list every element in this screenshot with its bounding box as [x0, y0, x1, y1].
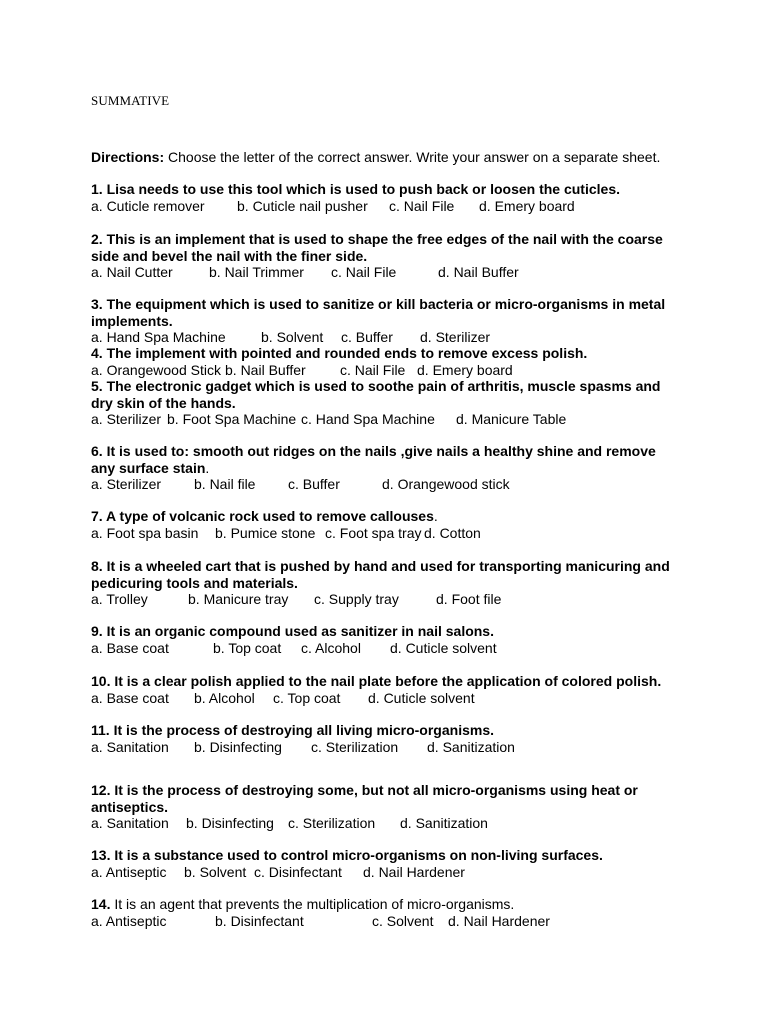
- option-b: b. Cuticle nail pusher: [237, 197, 368, 214]
- option-c: c. Nail File: [340, 361, 406, 378]
- option-a: a. Base coat: [91, 689, 169, 706]
- question-5: [91, 378, 660, 428]
- option-c: c. Buffer: [341, 329, 393, 345]
- question-11-options: [91, 739, 515, 756]
- question-6-options: [91, 476, 656, 493]
- question-5-stem-line-2: dry skin of the hands.: [91, 394, 236, 411]
- option-b: b. Solvent: [261, 329, 324, 345]
- option-b: b. Nail Buffer: [225, 361, 306, 378]
- question-11: [91, 722, 515, 755]
- option-a: a. Sterilizer: [91, 411, 162, 427]
- option-a: a. Base coat: [91, 639, 169, 656]
- question-6-stem-line-1: 6. It is used to: smooth out ridges on the nails ,give nails a healthy shine and remove: [91, 443, 656, 459]
- option-a: a. Nail Cutter: [91, 264, 173, 280]
- question-12-stem-line-2: antiseptics.: [91, 798, 169, 815]
- option-d: d. Nail Hardener: [363, 863, 465, 880]
- question-2-stem-line-1: 2. This is an implement that is used to shape the free edges of the nail with the coarse: [91, 231, 663, 247]
- question-10: [91, 673, 661, 706]
- question-14-stem-text: It is an agent that prevents the multiplication of micro-organisms.: [110, 896, 515, 912]
- question-8-stem-line-1: 8. It is a wheeled cart that is pushed by hand and used for transporting manicuring and: [91, 558, 670, 574]
- option-d: d. Sterilizer: [420, 329, 491, 345]
- question-13-options: [91, 864, 603, 881]
- question-6-stem-tail: .: [205, 459, 210, 476]
- question-9-stem: 9. It is an organic compound used as sanitizer in nail salons.: [91, 623, 494, 639]
- question-2-stem-line-2: side and bevel the nail with the finer side.: [91, 247, 368, 264]
- question-8-stem-line-2: pedicuring tools and materials.: [91, 574, 298, 591]
- directions-text: Choose the letter of the correct answer. Write your answer on a separate sheet.: [164, 149, 661, 165]
- option-c: c. Solvent: [372, 912, 434, 929]
- question-5-options: [91, 411, 660, 428]
- directions-label: Directions:: [91, 149, 165, 165]
- option-d: d. Cotton: [424, 524, 481, 541]
- question-7: [91, 508, 481, 541]
- option-a: a. Orangewood Stick: [91, 361, 221, 378]
- question-13: [91, 847, 603, 880]
- question-12-options: [91, 815, 638, 832]
- option-c: c. Sterilization: [288, 815, 376, 831]
- question-3-options: [91, 329, 665, 346]
- question-14-stem: [91, 896, 550, 913]
- option-d: d. Orangewood stick: [382, 476, 510, 492]
- question-14: [91, 896, 550, 929]
- question-4-options: [91, 362, 587, 379]
- question-11-stem: 11. It is the process of destroying all living micro-organisms.: [91, 722, 494, 738]
- option-b: b. Pumice stone: [215, 524, 316, 541]
- option-c: c. Buffer: [288, 476, 340, 492]
- option-c: c. Top coat: [273, 689, 341, 706]
- option-a: a. Antiseptic: [91, 863, 167, 880]
- question-12-stem-line-1: 12. It is the process of destroying some, but not all micro-organisms using heat or: [91, 782, 638, 798]
- option-c: c. Hand Spa Machine: [301, 411, 435, 427]
- option-d: d. Cuticle solvent: [390, 639, 497, 656]
- question-14-number: 14.: [91, 896, 111, 912]
- option-c: c. Sterilization: [311, 738, 399, 755]
- option-b: b. Alcohol: [194, 689, 255, 706]
- option-a: a. Sanitation: [91, 738, 169, 755]
- option-a: a. Sterilizer: [91, 476, 162, 492]
- option-b: b. Nail Trimmer: [209, 264, 304, 280]
- question-7-stem-text: 7. A type of volcanic rock used to remove callouses: [91, 508, 434, 524]
- page-title: SUMMATIVE: [91, 93, 170, 108]
- option-a: a. Cuticle remover: [91, 197, 205, 214]
- question-1-options: [91, 198, 620, 215]
- question-8-options: [91, 591, 670, 608]
- question-7-options: [91, 525, 481, 542]
- option-d: d. Emery board: [479, 197, 575, 214]
- option-d: d. Sanitization: [400, 815, 488, 831]
- option-c: c. Disinfectant: [254, 863, 342, 880]
- question-10-options: [91, 690, 661, 707]
- option-b: b. Nail file: [194, 476, 256, 492]
- question-3-stem-line-1: 3. The equipment which is used to sanitize or kill bacteria or micro-organisms in metal: [91, 296, 666, 312]
- question-9-options: [91, 640, 497, 657]
- option-a: a. Foot spa basin: [91, 524, 199, 541]
- question-9: [91, 623, 497, 656]
- question-10-stem: 10. It is a clear polish applied to the nail plate before the application of colored polish.: [91, 673, 662, 689]
- option-d: d. Sanitization: [427, 738, 515, 755]
- option-d: d. Manicure Table: [456, 411, 567, 427]
- question-6-stem-line-2: [91, 460, 656, 477]
- option-c: c. Foot spa tray: [325, 524, 422, 541]
- option-d: d. Nail Hardener: [448, 912, 550, 929]
- option-a: a. Antiseptic: [91, 912, 167, 929]
- question-4-stem: 4. The implement with pointed and rounded ends to remove excess polish.: [91, 345, 588, 361]
- question-5-stem-line-1: 5. The electronic gadget which is used to soothe pain of arthritis, muscle spasms and: [91, 378, 661, 394]
- option-c: c. Nail File: [389, 197, 455, 214]
- question-4: [91, 345, 587, 378]
- option-a: a. Trolley: [91, 591, 148, 607]
- option-b: b. Manicure tray: [188, 591, 289, 607]
- question-2-options: [91, 264, 663, 281]
- option-b: b. Solvent: [184, 863, 247, 880]
- question-3-stem-line-2: implements.: [91, 312, 173, 329]
- option-b: b. Disinfecting: [194, 738, 282, 755]
- question-8: [91, 558, 670, 608]
- option-a: a. Sanitation: [91, 815, 169, 831]
- option-b: b. Top coat: [213, 639, 282, 656]
- question-14-options: [91, 913, 550, 930]
- option-c: c. Nail File: [331, 264, 397, 280]
- question-1: [91, 181, 620, 214]
- option-a: a. Hand Spa Machine: [91, 329, 226, 345]
- option-d: d. Foot file: [436, 591, 502, 607]
- question-7-stem-tail: .: [433, 508, 438, 524]
- option-d: d. Nail Buffer: [438, 264, 519, 280]
- question-3: [91, 296, 665, 346]
- directions: [91, 149, 660, 166]
- question-12: [91, 782, 638, 832]
- option-c: c. Alcohol: [301, 639, 361, 656]
- question-6-stem-text: any surface stain: [91, 459, 206, 476]
- question-1-stem: 1. Lisa needs to use this tool which is used to push back or loosen the cuticles.: [91, 181, 620, 197]
- option-b: b. Foot Spa Machine: [167, 411, 297, 427]
- option-d: d. Emery board: [417, 361, 513, 378]
- question-13-stem: 13. It is a substance used to control micro-organisms on non-living surfaces.: [91, 847, 603, 863]
- option-d: d. Cuticle solvent: [368, 689, 475, 706]
- question-7-stem-line: [91, 508, 481, 525]
- question-6: [91, 443, 656, 493]
- question-2: [91, 231, 663, 281]
- option-b: b. Disinfectant: [215, 912, 304, 929]
- option-b: b. Disinfecting: [186, 815, 274, 831]
- option-c: c. Supply tray: [314, 591, 399, 607]
